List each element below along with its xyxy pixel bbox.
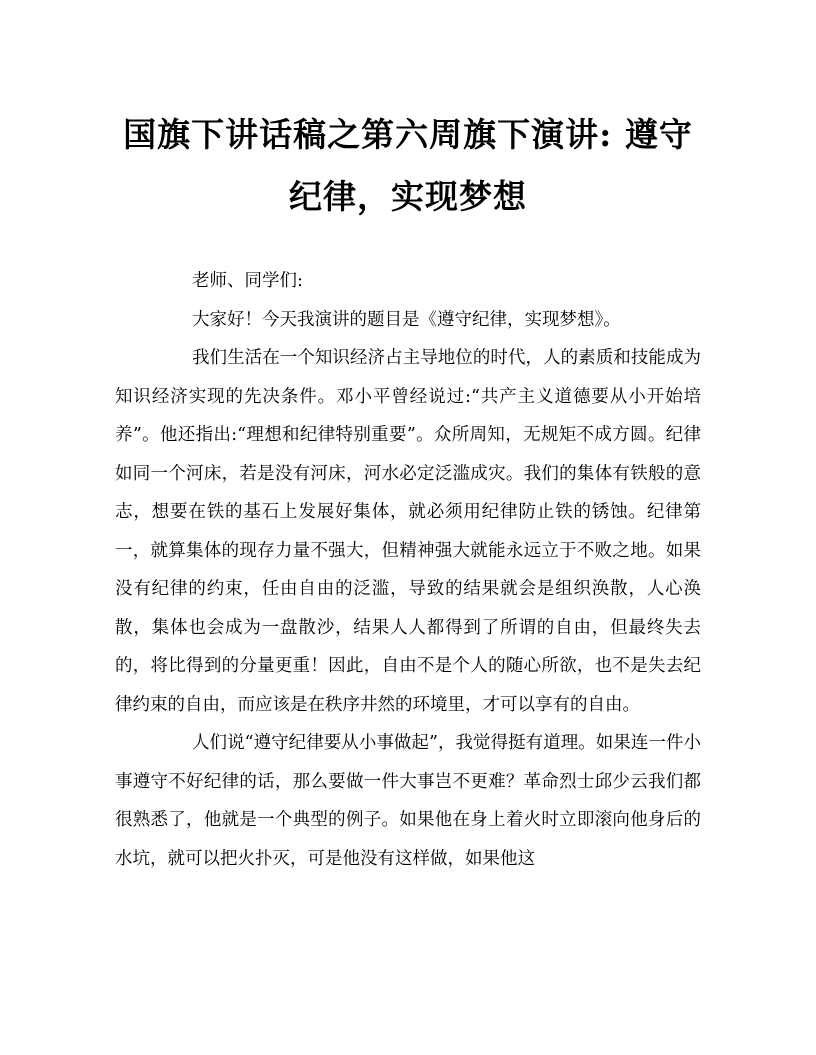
greeting-paragraph: 大家好！今天我演讲的题目是《遵守纪律，实现梦想》。 — [192, 309, 621, 330]
document-body — [115, 262, 701, 878]
salutation-paragraph: 老师、同学们: — [192, 271, 303, 291]
title-line-1: 国旗下讲话稿之第六周旗下演讲: 遵守 — [123, 115, 693, 154]
body-paragraph-2: 人们说“遵守纪律要从小事做起”，我觉得挺有道理。如果连一件小事遵守不好纪律的话，那么要做一件大事岂不更难？革命烈士邱少云我们都很熟悉了，他就是一个典型的例子。如果他在身上着火时立即滚向他身后的水坑，就可以把火扑灭，可是他没有这样做，如果他这 — [115, 733, 701, 869]
title-line-2: 纪律，实现梦想 — [289, 177, 527, 216]
page-title — [112, 104, 704, 228]
body-paragraph-1: 我们生活在一个知识经济占主导地位的时代，人的素质和技能成为知识经济实现的先决条件。邓小平曾经说过:“共产主义道德要从小开始培养”。他还指出:“理想和纪律特别重要”。众所周知，无规矩不成方圆。纪律如同一个河床，若是没有河床，河水必定泛滥成灾。我们的集体有铁般的意志，想要在铁的基石上发展好集体，就必须用纪律防止铁的锈蚀。纪律第一，就算集体的现存力量不强大，但精神强大就能永远立于不败之地。如果没有纪律的约束，任由自由的泛滥，导致的结果就会是组织涣散，人心涣散，集体也会成为一盘散沙，结果人人都得到了所谓的自由，但最终失去的，将比得到的分量更重！因此，自由不是个人的随心所欲，也不是失去纪律约束的自由，而应该是在秩序井然的环境里，才可以享有的自由。 — [115, 348, 701, 715]
